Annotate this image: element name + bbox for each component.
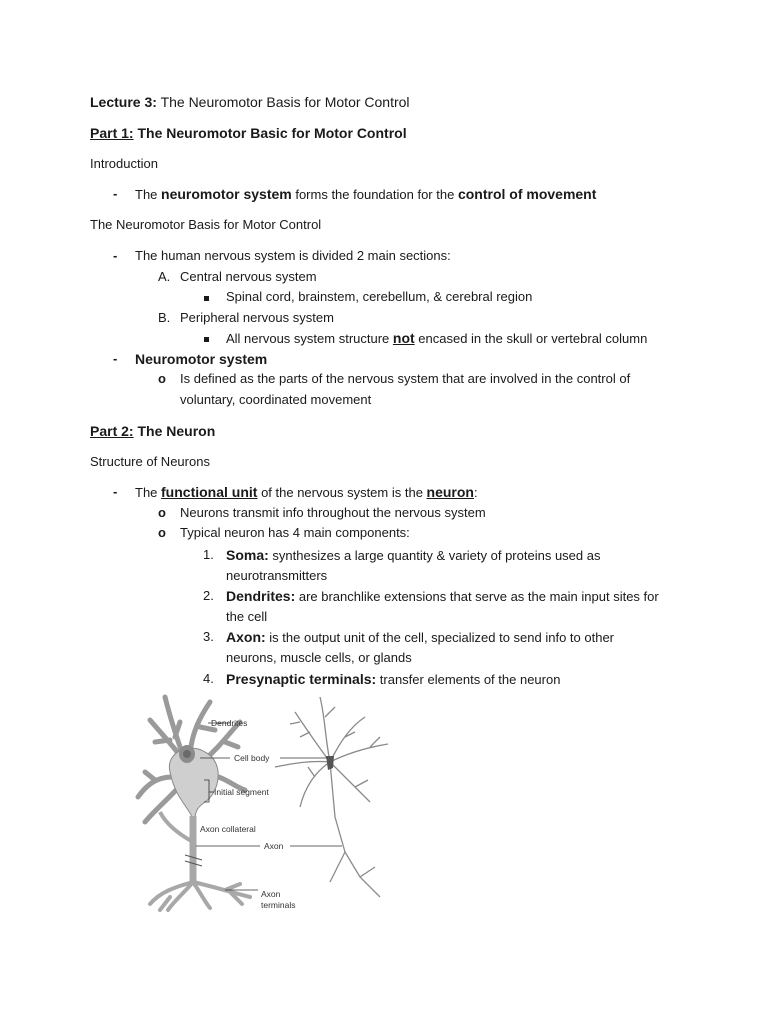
neuron-diagram xyxy=(130,692,400,914)
square-bullet xyxy=(204,329,209,347)
o-bullet: o xyxy=(158,505,166,520)
component-desc-cont: neurotransmitters xyxy=(226,568,328,583)
unit-mid: of the nervous system is the xyxy=(257,485,427,500)
component-presynaptic xyxy=(226,670,560,689)
pns-marker: B. xyxy=(158,310,171,325)
component-term: Soma: xyxy=(226,547,269,563)
label-cell-body: Cell body xyxy=(234,753,270,763)
component-desc: synthesizes a large quantity & variety of proteins used as xyxy=(268,548,601,563)
label-dendrites: Dendrites xyxy=(211,718,248,728)
part1-label: Part 1: xyxy=(90,125,134,141)
intro-mid: forms the foundation for the xyxy=(291,187,458,202)
pns-sub-pre: All nervous system structure xyxy=(226,331,393,346)
part1-heading xyxy=(90,124,407,142)
pns-sub xyxy=(226,329,647,348)
component-number: 1. xyxy=(203,547,214,562)
neuromotor-def-1: Is defined as the parts of the nervous system that are involved in the control of xyxy=(180,371,631,386)
intro-bold-2: control of movement xyxy=(457,186,597,202)
component-desc-cont: the cell xyxy=(226,609,268,624)
typical-neuron: Typical neuron has 4 main components: xyxy=(180,525,410,540)
pns-text: Peripheral nervous system xyxy=(180,310,334,325)
component-term: Axon: xyxy=(226,629,266,645)
component-term: Dendrites: xyxy=(226,588,296,604)
unit-bullet xyxy=(135,483,478,502)
unit-bold-2: neuron xyxy=(426,484,474,500)
part2-label: Part 2: xyxy=(90,423,134,439)
lecture-title-text: The Neuromotor Basis for Motor Control xyxy=(160,94,410,110)
right-neuron-illustration xyxy=(275,697,388,897)
label-axon: Axon xyxy=(264,841,284,851)
component-soma xyxy=(226,546,600,565)
basis-heading: The Neuromotor Basis for Motor Control xyxy=(90,217,322,232)
component-desc: transfer elements of the neuron xyxy=(376,672,561,687)
component-number: 2. xyxy=(203,588,214,603)
square-bullet xyxy=(204,288,209,306)
dash-bullet: - xyxy=(113,351,118,366)
pns-sub-post: encased in the skull or vertebral column xyxy=(414,331,648,346)
component-term: Presynaptic terminals: xyxy=(226,671,377,687)
intro-pre: The xyxy=(135,187,162,202)
intro-bullet xyxy=(135,185,596,204)
neuromotor-system-heading: Neuromotor system xyxy=(135,351,268,367)
introduction-heading: Introduction xyxy=(90,156,158,171)
ns-bullet: The human nervous system is divided 2 main sections: xyxy=(135,248,451,263)
component-dendrites xyxy=(226,587,659,606)
component-desc: is the output unit of the cell, specialized to send info to other xyxy=(265,630,614,645)
structure-heading: Structure of Neurons xyxy=(90,454,210,469)
component-desc: are branchlike extensions that serve as the main input sites for xyxy=(295,589,659,604)
cns-sub: Spinal cord, brainstem, cerebellum, & cerebral region xyxy=(226,289,533,304)
part2-heading xyxy=(90,422,215,440)
part1-title: The Neuromotor Basic for Motor Control xyxy=(137,125,407,141)
label-axon-terminals-2: terminals xyxy=(261,900,296,910)
o-bullet: o xyxy=(158,525,166,540)
label-initial-segment: Initial segment xyxy=(214,787,269,797)
component-number: 3. xyxy=(203,629,214,644)
dash-bullet: - xyxy=(113,484,118,499)
lecture-title xyxy=(90,93,410,111)
lecture-label: Lecture 3: xyxy=(90,94,157,110)
cns-marker: A. xyxy=(158,269,171,284)
component-desc-cont: neurons, muscle cells, or glands xyxy=(226,650,412,665)
part2-title: The Neuron xyxy=(137,423,216,439)
dash-bullet: - xyxy=(113,186,118,201)
label-axon-terminals-1: Axon xyxy=(261,889,281,899)
component-number: 4. xyxy=(203,671,214,686)
pns-sub-not: not xyxy=(392,330,415,346)
neuromotor-def-2: voluntary, coordinated movement xyxy=(180,392,372,407)
left-neuron-illustration xyxy=(138,697,250,910)
o-bullet: o xyxy=(158,371,166,386)
unit-post: : xyxy=(473,485,478,500)
dash-bullet: - xyxy=(113,248,118,263)
unit-pre: The xyxy=(135,485,162,500)
neurons-transmit: Neurons transmit info throughout the nervous system xyxy=(180,505,486,520)
component-axon xyxy=(226,628,614,647)
label-axon-collateral: Axon collateral xyxy=(200,824,256,834)
unit-bold-1: functional unit xyxy=(161,484,258,500)
cns-text: Central nervous system xyxy=(180,269,317,284)
intro-bold-1: neuromotor system xyxy=(161,186,292,202)
